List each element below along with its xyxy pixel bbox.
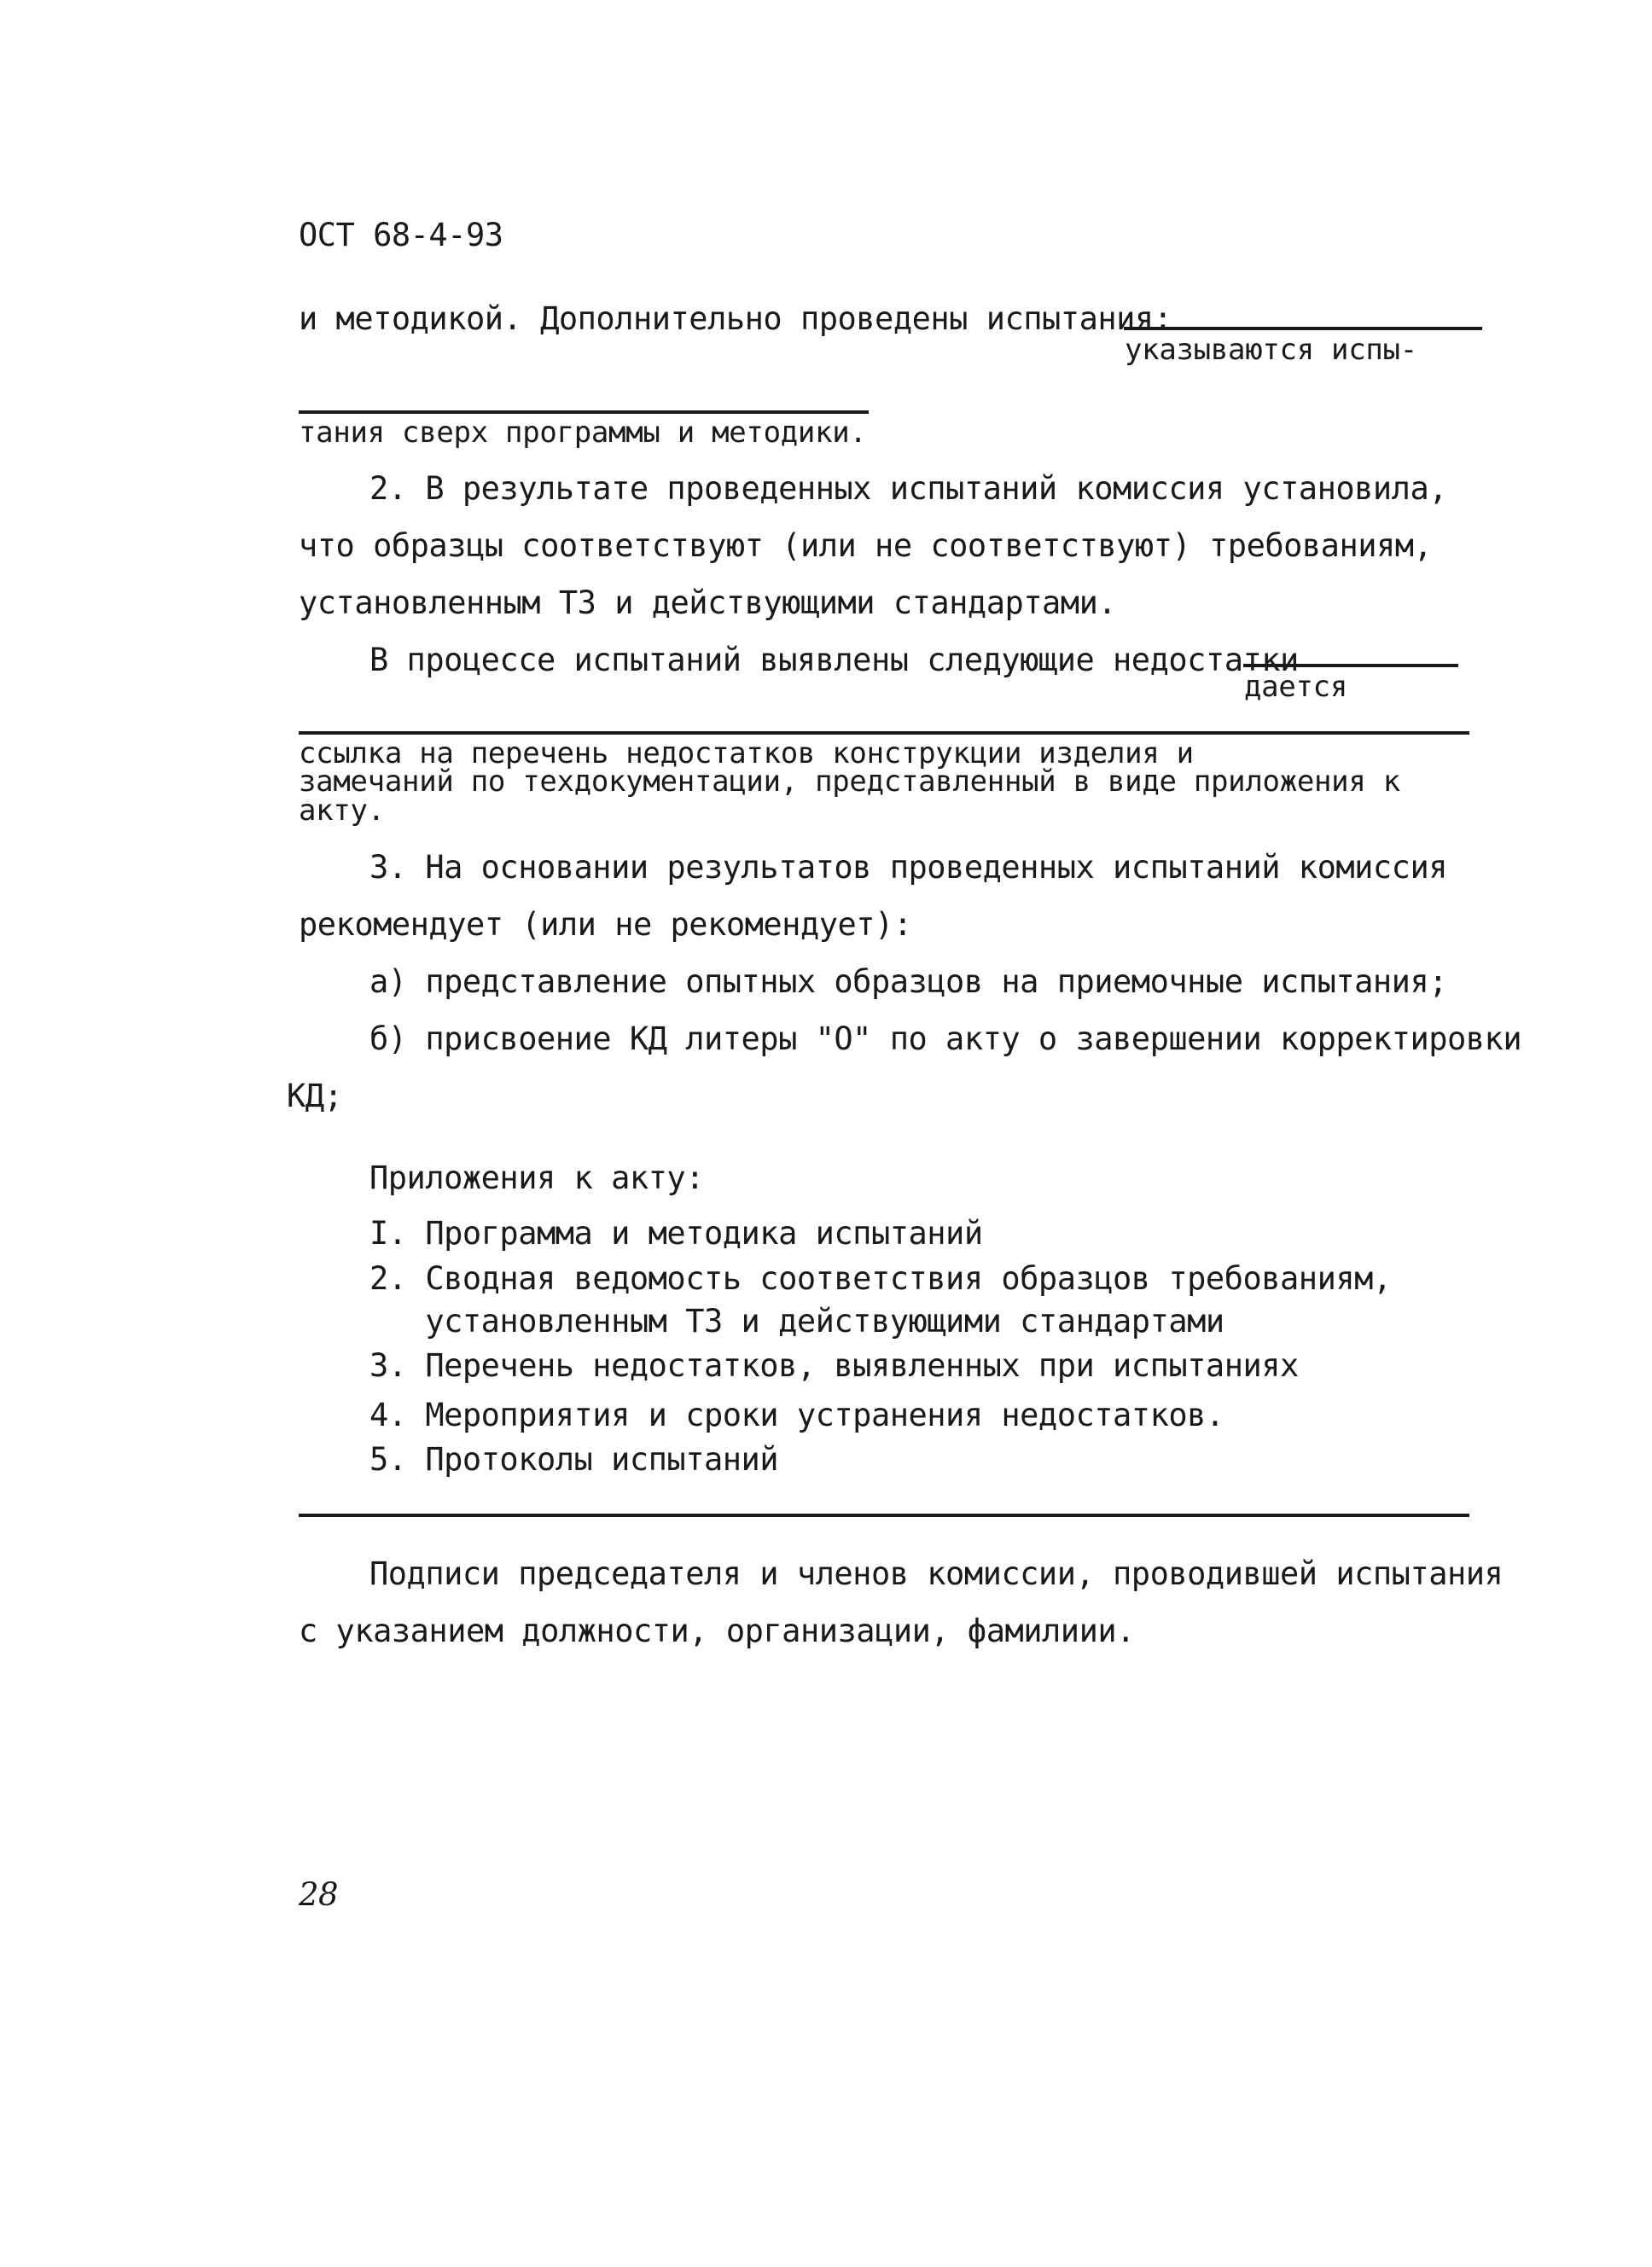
section2-line3: установленным ТЗ и действующими стандартами.: [299, 584, 1117, 621]
appendices-title: Приложения к акту:: [369, 1160, 704, 1196]
section2-line4: В процессе испытаний выявлены следующие недостатки: [369, 642, 1299, 678]
section2-note3: замечаний по техдокументации, представленный в виде приложения к: [299, 764, 1400, 799]
section3-line2: рекомендует (или не рекомендует):: [299, 906, 912, 943]
fill-in-rule-defects: [1243, 664, 1458, 667]
appendix-item-3: 3. Перечень недостатков, выявленных при испытаниях: [369, 1347, 1299, 1384]
section2-line2: что образцы соответствуют (или не соответствуют) требованиям,: [299, 527, 1433, 564]
appendix-item-2-cont: установленным ТЗ и действующими стандартами: [369, 1303, 1224, 1340]
section2-note1: дается: [1244, 670, 1348, 704]
appendix-item-1: I. Программа и методика испытаний: [369, 1215, 983, 1252]
fill-in-rule-defects-2: [299, 731, 1469, 735]
appendix-item-2: 2. Сводная ведомость соответствия образцов требованиям,: [369, 1260, 1392, 1297]
appendix-item-5: 5. Протоколы испытаний: [369, 1441, 779, 1478]
fill-in-rule-additional-tests-2: [299, 410, 869, 414]
signatures-line1: Подписи председателя и членов комиссии, проводившей испытания: [369, 1555, 1504, 1592]
signature-divider-rule: [299, 1514, 1469, 1517]
page-number: 28: [299, 1876, 339, 1913]
section1-note1: указываются испы-: [1125, 333, 1417, 367]
section2-line1: 2. В результате проведенных испытаний комиссия установила,: [369, 470, 1448, 507]
section3-item-b: б) присвоение КД литеры "О" по акту о завершении корректировки: [369, 1020, 1522, 1057]
appendix-item-4: 4. Мероприятия и сроки устранения недостатков.: [369, 1397, 1224, 1433]
section2-note4: акту.: [299, 793, 385, 828]
section1-line1: и методикой. Дополнительно проведены испытания:: [299, 300, 1172, 337]
signatures-line2: с указанием должности, организации, фамилиии.: [299, 1613, 1135, 1649]
fill-in-rule-additional-tests: [1124, 327, 1482, 330]
section3-line1: 3. На основании результатов проведенных испытаний комиссия: [369, 849, 1448, 886]
section3-item-a: а) представление опытных образцов на приемочные испытания;: [369, 963, 1448, 1000]
section3-item-b-cont: КД;: [287, 1078, 343, 1114]
doc-code-header: ОСТ 68-4-93: [299, 217, 503, 253]
section2-note2: ссылка на перечень недостатков конструкции изделия и: [299, 736, 1194, 770]
section1-note2: тания сверх программы и методики.: [299, 416, 867, 450]
